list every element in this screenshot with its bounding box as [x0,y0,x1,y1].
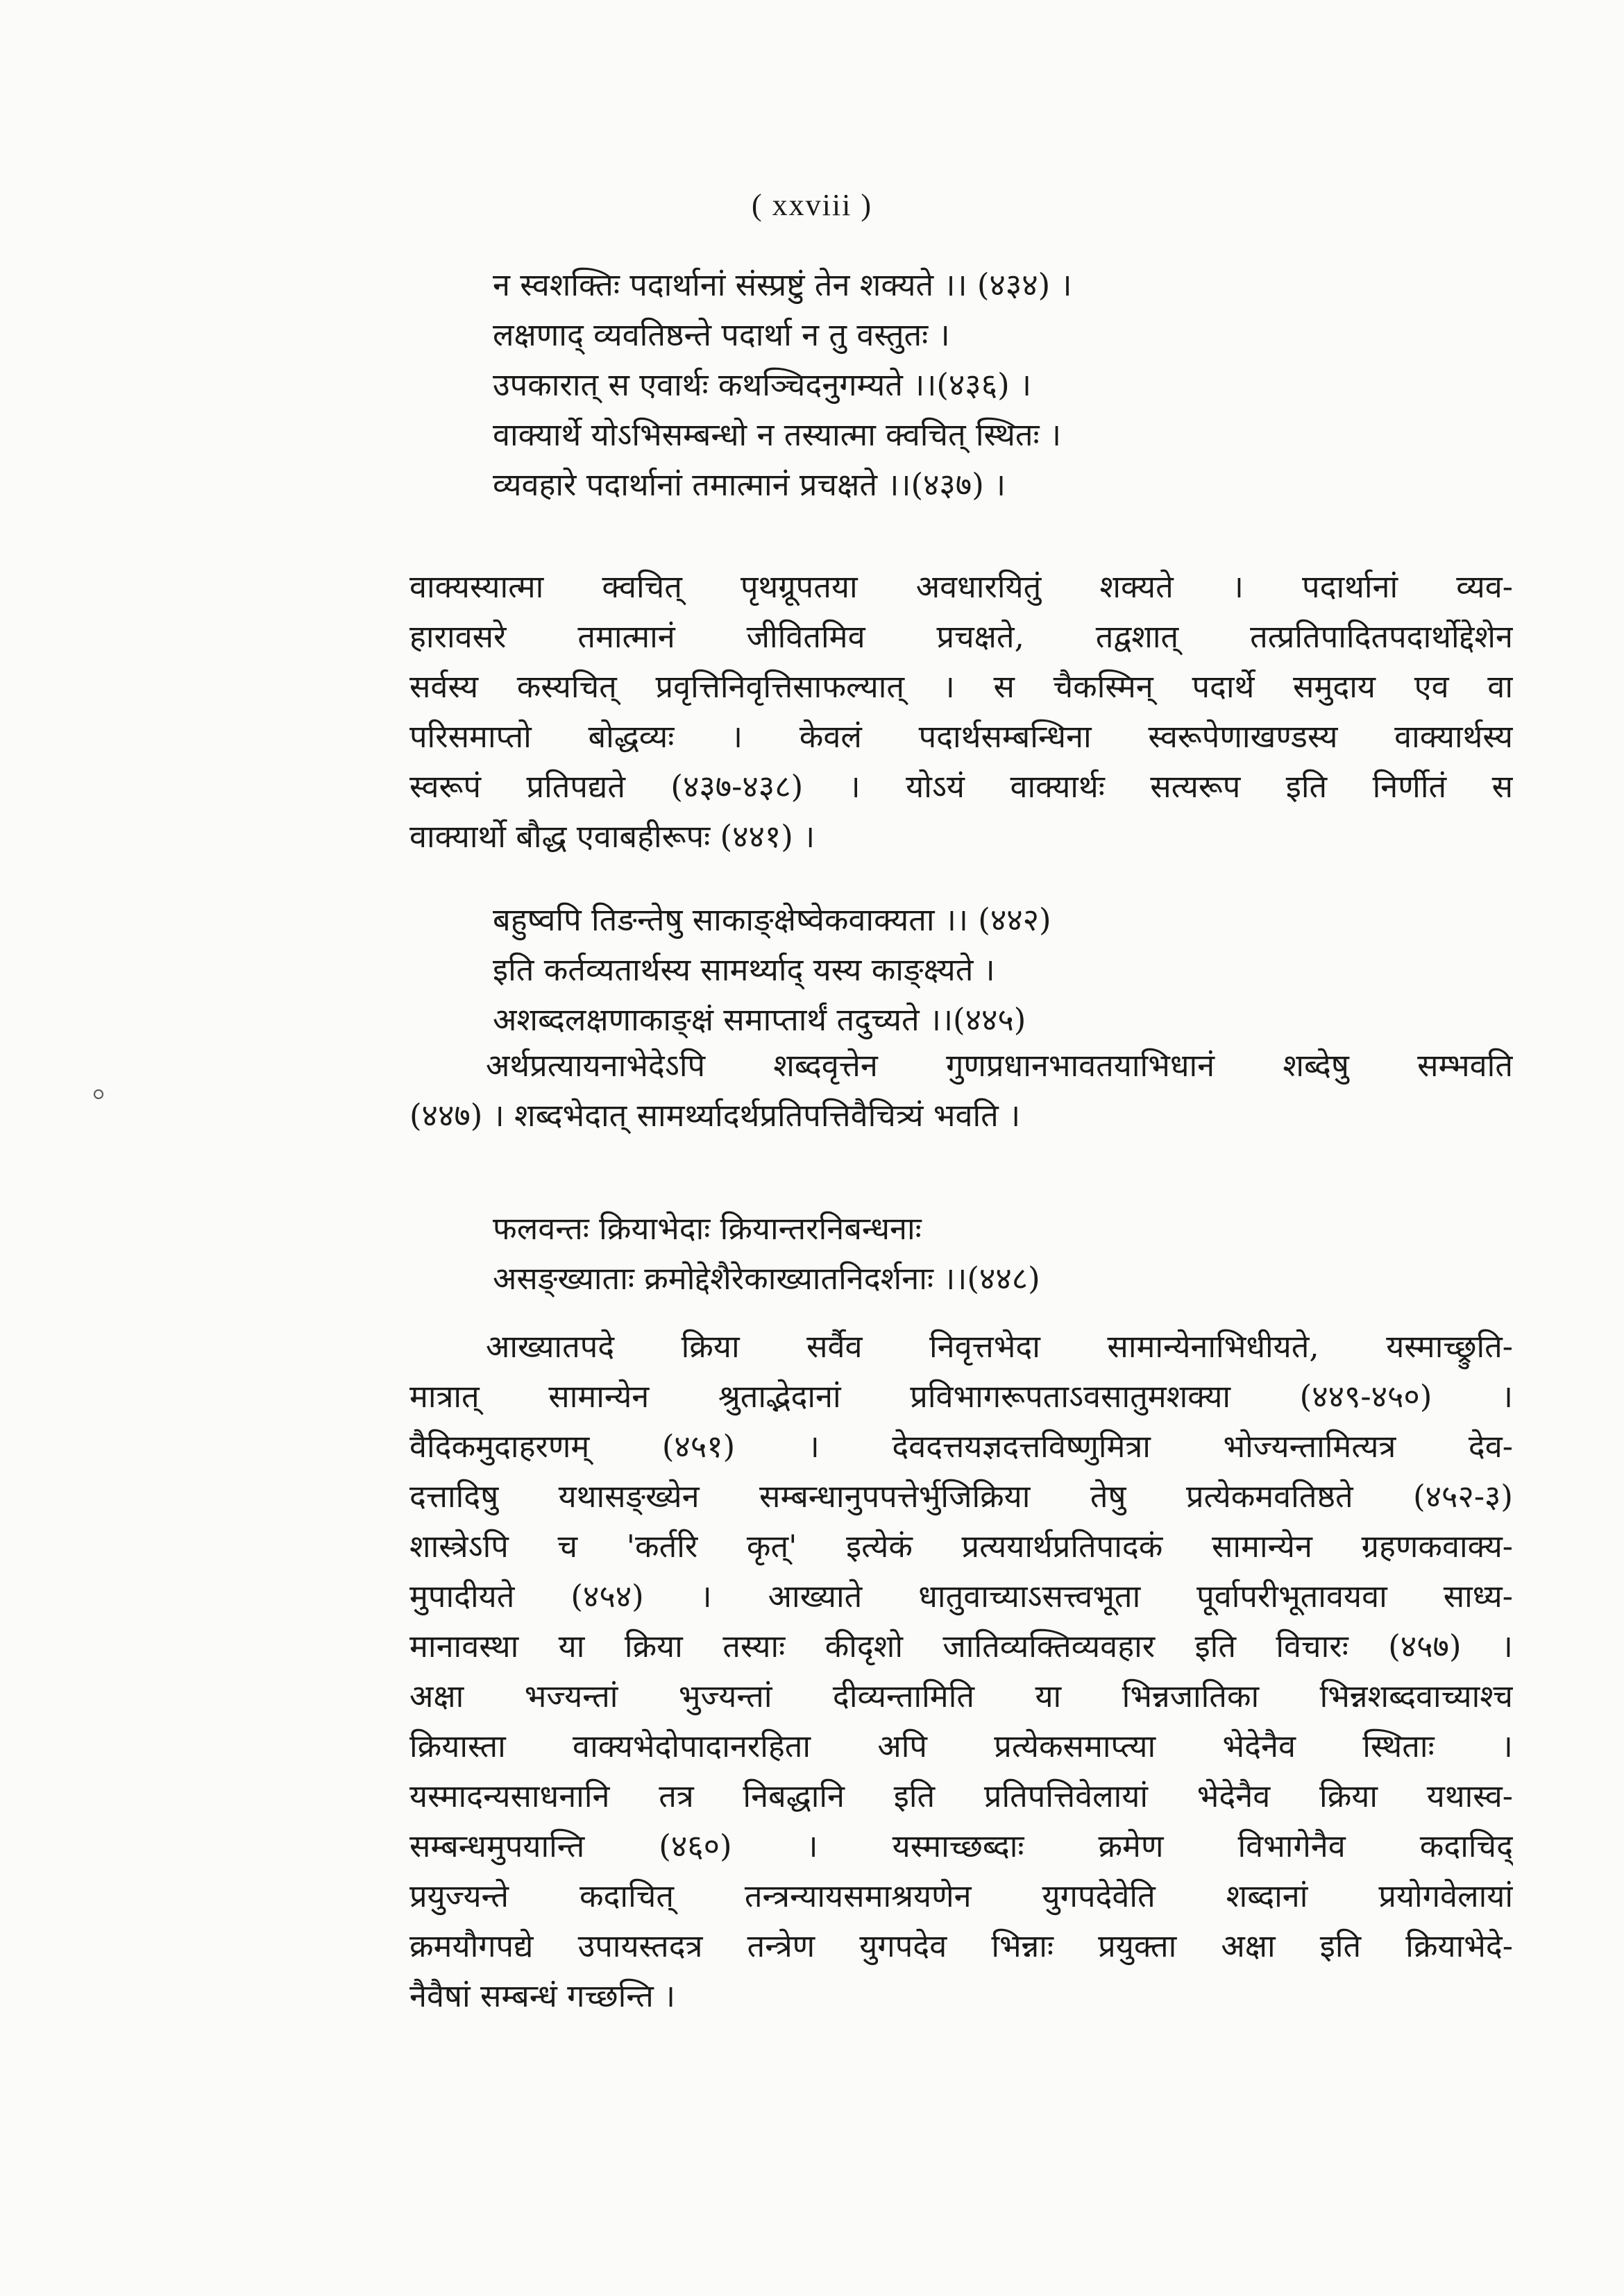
verse-line: व्यवहारे पदार्थानां तमात्मानं प्रचक्षते ।।(४३७) । [493,466,1006,503]
verse-line: अशब्दलक्षणाकाङ्क्षं समाप्तार्थं तदुच्यते ।।(४४५) [493,1001,1026,1038]
verse-block-3 [493,1204,1395,1304]
paragraph-line: परिसमाप्तो बोद्धव्यः । केवलं पदार्थसम्बन्धिना स्वरूपेणाखण्डस्य वाक्यार्थस्य [409,718,1513,755]
paragraph-line: मानावस्था या क्रिया तस्याः कीदृशो जातिव्यक्तिव्यवहार इति विचारः (४५७) । [409,1628,1513,1665]
verse-line: इति कर्तव्यतार्थस्य सामर्थ्याद् यस्य काङ्क्ष्यते । [493,951,995,988]
paragraph-line: मुपादीयते (४५४) । आख्याते धातुवाच्याऽसत्त्वभूता पूर्वापरीभूतावयवा साध्य- [409,1578,1513,1615]
paragraph-line: अर्थप्रत्यायनाभेदेऽपि शब्दवृत्तेन गुणप्रधानभावतयाभिधानं शब्देषु सम्भवति [486,1047,1513,1084]
paragraph-line: वैदिकमुदाहरणम् (४५१) । देवदत्तयज्ञदत्तविष्णुमित्रा भोज्यन्तामित्यत्र देव- [409,1428,1513,1465]
commentary-paragraph-2 [409,1041,1513,1141]
verse-line: न स्वशक्तिः पदार्थानां संस्प्रष्टुं तेन शक्यते ।। (४३४) । [493,266,1072,303]
verse-line: फलवन्तः क्रियाभेदाः क्रियान्तरनिबन्धनाः [493,1210,922,1247]
paragraph-line: हारावसरे तमात्मानं जीवितमिव प्रचक्षते, तद्वशात् तत्प्रतिपादितपदार्थोद्देशेन [409,618,1513,655]
paragraph-line: नैवैषां सम्बन्धं गच्छन्ति । [409,1978,676,2014]
paragraph-line: वाक्यार्थो बौद्ध एवाबहीरूपः (४४१) । [409,818,815,855]
verse-line: असङ्ख्याताः क्रमोद्देशैरेकाख्यातनिदर्शनाः ।।(४४८) [493,1260,1040,1297]
paragraph-line: आख्यातपदे क्रिया सर्वैव निवृत्तभेदा सामान्येनाभिधीयते, यस्माच्छ्रुति- [486,1328,1513,1365]
paragraph-line: क्रमयौगपद्ये उपायस्तदत्र तन्त्रेण युगपदेव भिन्नाः प्रयुक्ता अक्षा इति क्रियाभेदे- [409,1928,1513,1964]
verse-line: लक्षणाद् व्यवतिष्ठन्ते पदार्था न तु वस्तुतः । [493,316,950,353]
verse-line: बहुष्वपि तिङन्तेषु साकाङ्क्षेष्वेकवाक्यता ।। (४४२) [493,901,1051,938]
verse-block-2 [493,895,1395,1045]
paragraph-line: सम्बन्धमुपयान्ति (४६०) । यस्माच्छब्दाः क्रमेण विभागेनैव कदाचिद् [409,1828,1513,1864]
verse-block-1 [493,260,1395,510]
paragraph-line: प्रयुज्यन्ते कदाचित् तन्त्रन्यायसमाश्रयणेन युगपदेवेति शब्दानां प्रयोगवेलायां [409,1878,1513,1914]
paragraph-line: मात्रात् सामान्येन श्रुताद्भेदानां प्रविभागरूपताऽवसातुमशक्या (४४९-४५०) । [409,1378,1513,1415]
verse-line: वाक्यार्थे योऽभिसम्बन्धो न तस्यात्मा क्वचित् स्थितः । [493,416,1062,453]
paragraph-line: वाक्यस्यात्मा क्वचित् पृथग्रूपतया अवधारयितुं शक्यते । पदार्थानां व्यव- [409,568,1513,605]
commentary-paragraph-3 [409,1322,1513,2021]
margin-mark [94,1089,103,1099]
paragraph-line: क्रियास्ता वाक्यभेदोपादानरहिता अपि प्रत्येकसमाप्त्या भेदेनैव स्थिताः । [409,1728,1513,1764]
commentary-paragraph-1 [409,562,1513,862]
paragraph-line: सर्वस्य कस्यचित् प्रवृत्तिनिवृत्तिसाफल्यात् । स चैकस्मिन् पदार्थे समुदाय एव वा [409,668,1513,705]
verse-line: उपकारात् स एवार्थः कथञ्चिदनुगम्यते ।।(४३६) । [493,366,1032,403]
paragraph-line: यस्मादन्यसाधनानि तत्र निबद्धानि इति प्रतिपत्तिवेलायां भेदेनैव क्रिया यथास्व- [409,1778,1513,1814]
paragraph-line: अक्षा भज्यन्तां भुज्यन्तां दीव्यन्तामिति या भिन्नजातिका भिन्नशब्दवाच्याश्च [409,1678,1513,1715]
page-number: ( xxviii ) [752,188,872,222]
paragraph-line: (४४७) । शब्दभेदात् सामर्थ्यादर्थप्रतिपत्तिवैचित्र्यं भवति । [409,1097,1021,1134]
paragraph-line: शास्त्रेऽपि च 'कर्तरि कृत्' इत्येकं प्रत्ययार्थप्रतिपादकं सामान्येन ग्रहणकवाक्य- [409,1528,1513,1565]
paragraph-line: स्वरूपं प्रतिपद्यते (४३७-४३८) । योऽयं वाक्यार्थः सत्यरूप इति निर्णीतं स [409,768,1513,805]
paragraph-line: दत्तादिषु यथासङ्ख्येन सम्बन्धानुपपत्तेर्भुजिक्रिया तेषु प्रत्येकमवतिष्ठते (४५२-३) [409,1478,1513,1515]
